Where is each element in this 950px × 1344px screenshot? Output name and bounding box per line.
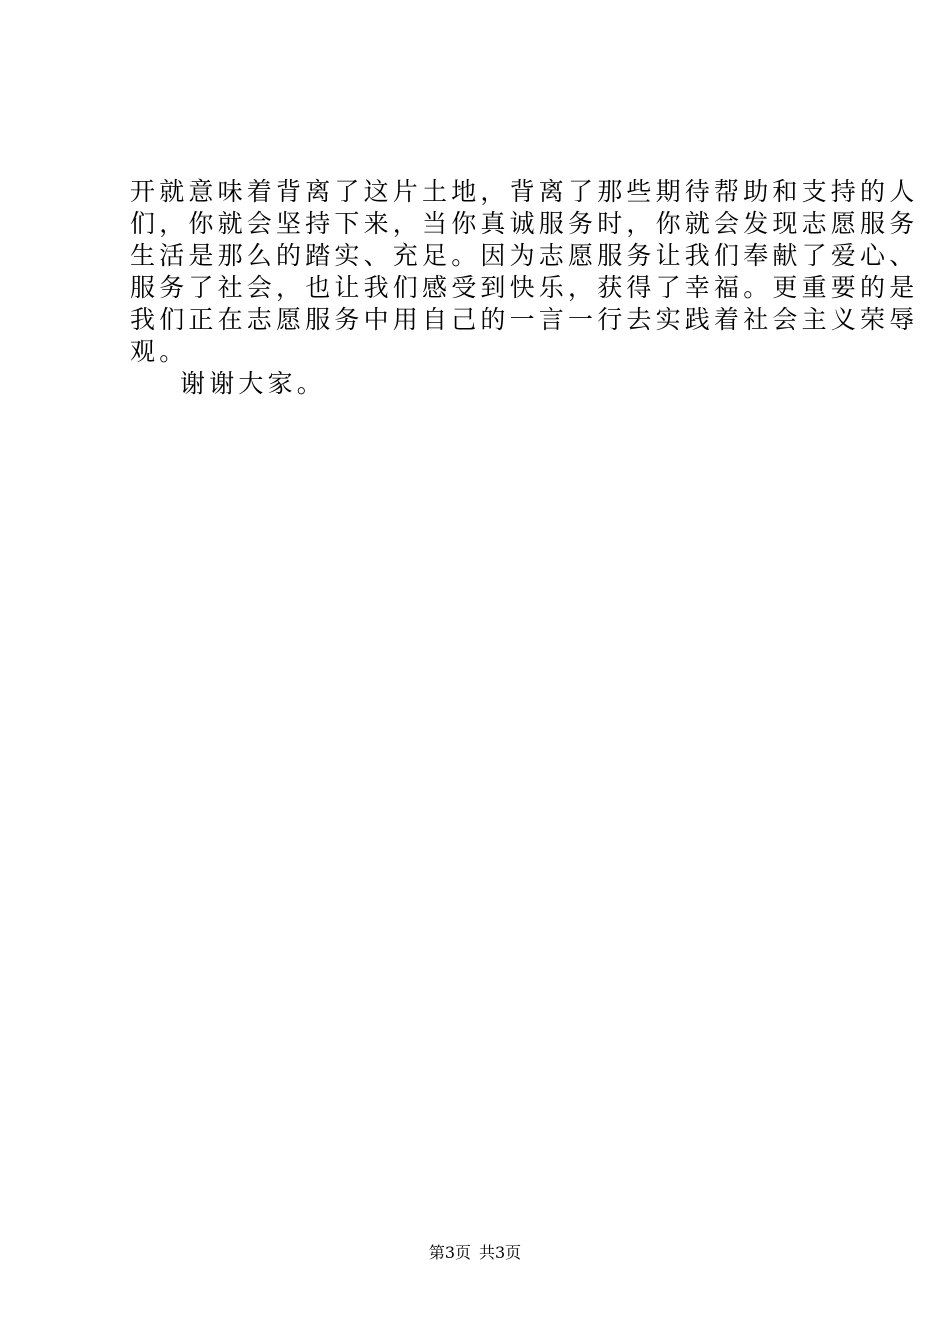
page-footer [0, 1243, 950, 1263]
body-line: 生活是那么的踏实、充足。因为志愿服务让我们奉献了爱心、 [130, 241, 919, 270]
body-line: 开就意味着背离了这片土地，背离了那些期待帮助和支持的人 [130, 177, 919, 206]
document-body [130, 176, 919, 400]
body-line: 们，你就会坚持下来，当你真诚服务时，你就会发现志愿服务 [130, 209, 919, 238]
page-number: 第3页 [428, 1243, 471, 1262]
closing-line: 谢谢大家。 [180, 369, 327, 398]
body-line: 观。 [130, 337, 189, 366]
body-line: 我们正在志愿服务中用自己的一言一行去实践着社会主义荣辱 [130, 305, 919, 334]
page-total: 共3页 [479, 1243, 522, 1262]
body-line: 服务了社会，也让我们感受到快乐，获得了幸福。更重要的是 [130, 273, 919, 302]
